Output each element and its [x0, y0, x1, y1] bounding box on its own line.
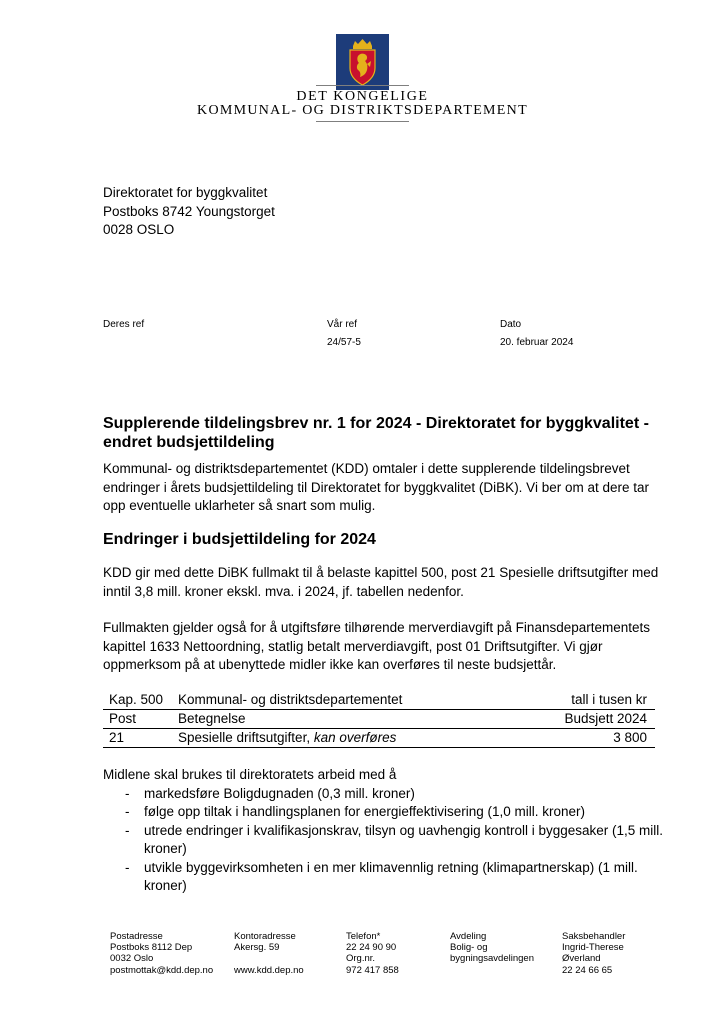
table-row — [103, 729, 655, 747]
footer-line: Ingrid-Therese — [562, 942, 624, 954]
paragraph-2: Fullmakten gjelder også for å utgiftsføre tilhørende merverdiavgift på Finansdepartementets kapittel 1633 Nettoordning, statlig betalt merverdiavgift, post 01 Driftsutgifter. Vi gjør oppmerksom på at ubenyttede midler ikke kan overføres til neste budsjettår. — [103, 620, 651, 672]
list-item-text: utrede endringer i kvalifikasjonskrav, tilsyn og uavhengig kontroll i byggesaker (1,5 mill. kroner) — [144, 822, 664, 856]
list-item — [103, 859, 663, 896]
footer-line: Postboks 8112 Dep — [110, 942, 193, 954]
recipient-line: 0028 OSLO — [103, 222, 175, 237]
var-ref-label: Vår ref — [327, 319, 358, 330]
footer-heading: Saksbehandler — [562, 931, 626, 942]
list-item — [103, 785, 663, 804]
footer-line: 0032 Oslo — [110, 953, 154, 965]
coat-of-arms-icon — [336, 34, 389, 90]
recipient-address — [103, 184, 275, 240]
footer-website-link[interactable]: www.kdd.dep.no — [234, 964, 304, 976]
table-header-row — [103, 691, 655, 709]
footer-line: Bolig- og — [450, 942, 488, 954]
row-betegnelse-text: Spesielle driftsutgifter, — [178, 730, 314, 745]
list-item-text: utvikle byggevirksomheten i en mer klimavennlig retning (klimapartnerskap) (1 mill. kroner) — [144, 859, 638, 893]
row-betegnelse — [178, 729, 396, 747]
letter-title: Supplerende tildelingsbrev nr. 1 for 2024 - Direktoratet for byggkvalitet - endret budsjettildeling — [103, 415, 649, 451]
footer-line: 22 24 66 65 — [562, 964, 613, 976]
intro-paragraph: Kommunal- og distriktsdepartementet (KDD) omtaler i dette supplerende tildelingsbrevet endringer i årets budsjettildeling til Direktoratet for byggkvalitet (DiBK). Vi ber om at dere tar opp eventuelle uklarheter så snart som mulig. — [103, 461, 649, 513]
date-value: 20. februar 2024 — [500, 337, 574, 348]
deres-ref-label: Deres ref — [103, 319, 145, 330]
recipient-line: Direktoratet for byggkvalitet — [103, 185, 268, 200]
budget-table — [103, 691, 655, 748]
header-rule — [316, 85, 409, 86]
list-intro: Midlene skal brukes til direktoratets arbeid med å — [103, 767, 397, 782]
list-item-text: markedsføre Boligdugnaden (0,3 mill. kroner) — [144, 785, 415, 801]
list-item — [103, 822, 663, 859]
list-dash: - — [125, 822, 130, 838]
footer-email-link[interactable]: postmottak@kdd.dep.no — [110, 964, 214, 976]
list-dash: - — [125, 859, 130, 875]
footer-heading: Kontoradresse — [234, 931, 296, 942]
table-column-header-row — [103, 710, 655, 728]
list-item — [103, 803, 663, 822]
footer-heading: Postadresse — [110, 931, 163, 942]
footer-line: 972 417 858 — [346, 964, 399, 976]
list-dash: - — [125, 804, 130, 819]
chapter-label: Kap. 500 — [109, 692, 164, 707]
paragraph-1: KDD gir med dette DiBK fullmakt til å belaste kapittel 500, post 21 Spesielle driftsutgifter med inntil 3,8 mill. kroner ekskl. mva. i 2024, jf. tabellen nedenfor. — [103, 565, 659, 599]
var-ref-value: 24/57-5 — [327, 337, 361, 348]
header-rule-bottom — [316, 121, 409, 122]
row-post: 21 — [109, 730, 125, 745]
column-post: Post — [109, 711, 137, 726]
row-betegnelse-italic: kan overføres — [313, 730, 397, 745]
table-rule — [103, 747, 655, 748]
footer-postal — [110, 931, 213, 976]
footer-line: Org.nr. — [346, 953, 376, 965]
list-dash: - — [125, 785, 130, 801]
ministry-name: Kommunal- og distriktsdepartementet — [178, 692, 403, 707]
department-name-line1: DET KONGELIGE — [296, 89, 429, 104]
footer-line: Øverland — [562, 953, 601, 965]
column-betegnelse: Betegnelse — [178, 711, 246, 726]
list-item-text: følge opp tiltak i handlingsplanen for energieffektivisering (1,0 mill. kroner) — [144, 804, 585, 819]
footer-line: bygningsavdelingen — [450, 953, 534, 965]
footer-office — [234, 931, 304, 976]
footer-line: Akersg. 59 — [234, 942, 280, 954]
department-name-line2: KOMMUNAL- OG DISTRIKTSDEPARTEMENT — [197, 103, 528, 118]
column-budsjett: Budsjett 2024 — [564, 711, 647, 726]
row-budsjett: 3 800 — [613, 730, 647, 745]
footer-line: 22 24 90 90 — [346, 942, 397, 954]
unit-label: tall i tusen kr — [571, 692, 647, 707]
footer-line — [234, 953, 304, 964]
date-label: Dato — [500, 319, 522, 330]
footer-heading: Avdeling — [450, 931, 487, 942]
usage-list — [103, 766, 663, 896]
footer-department — [450, 931, 534, 965]
footer-case-officer — [562, 931, 625, 976]
footer-heading: Telefon* — [346, 931, 381, 942]
footer-phone — [346, 931, 399, 976]
section-heading: Endringer i budsjettildeling for 2024 — [103, 531, 376, 548]
recipient-line: Postboks 8742 Youngstorget — [103, 203, 275, 219]
